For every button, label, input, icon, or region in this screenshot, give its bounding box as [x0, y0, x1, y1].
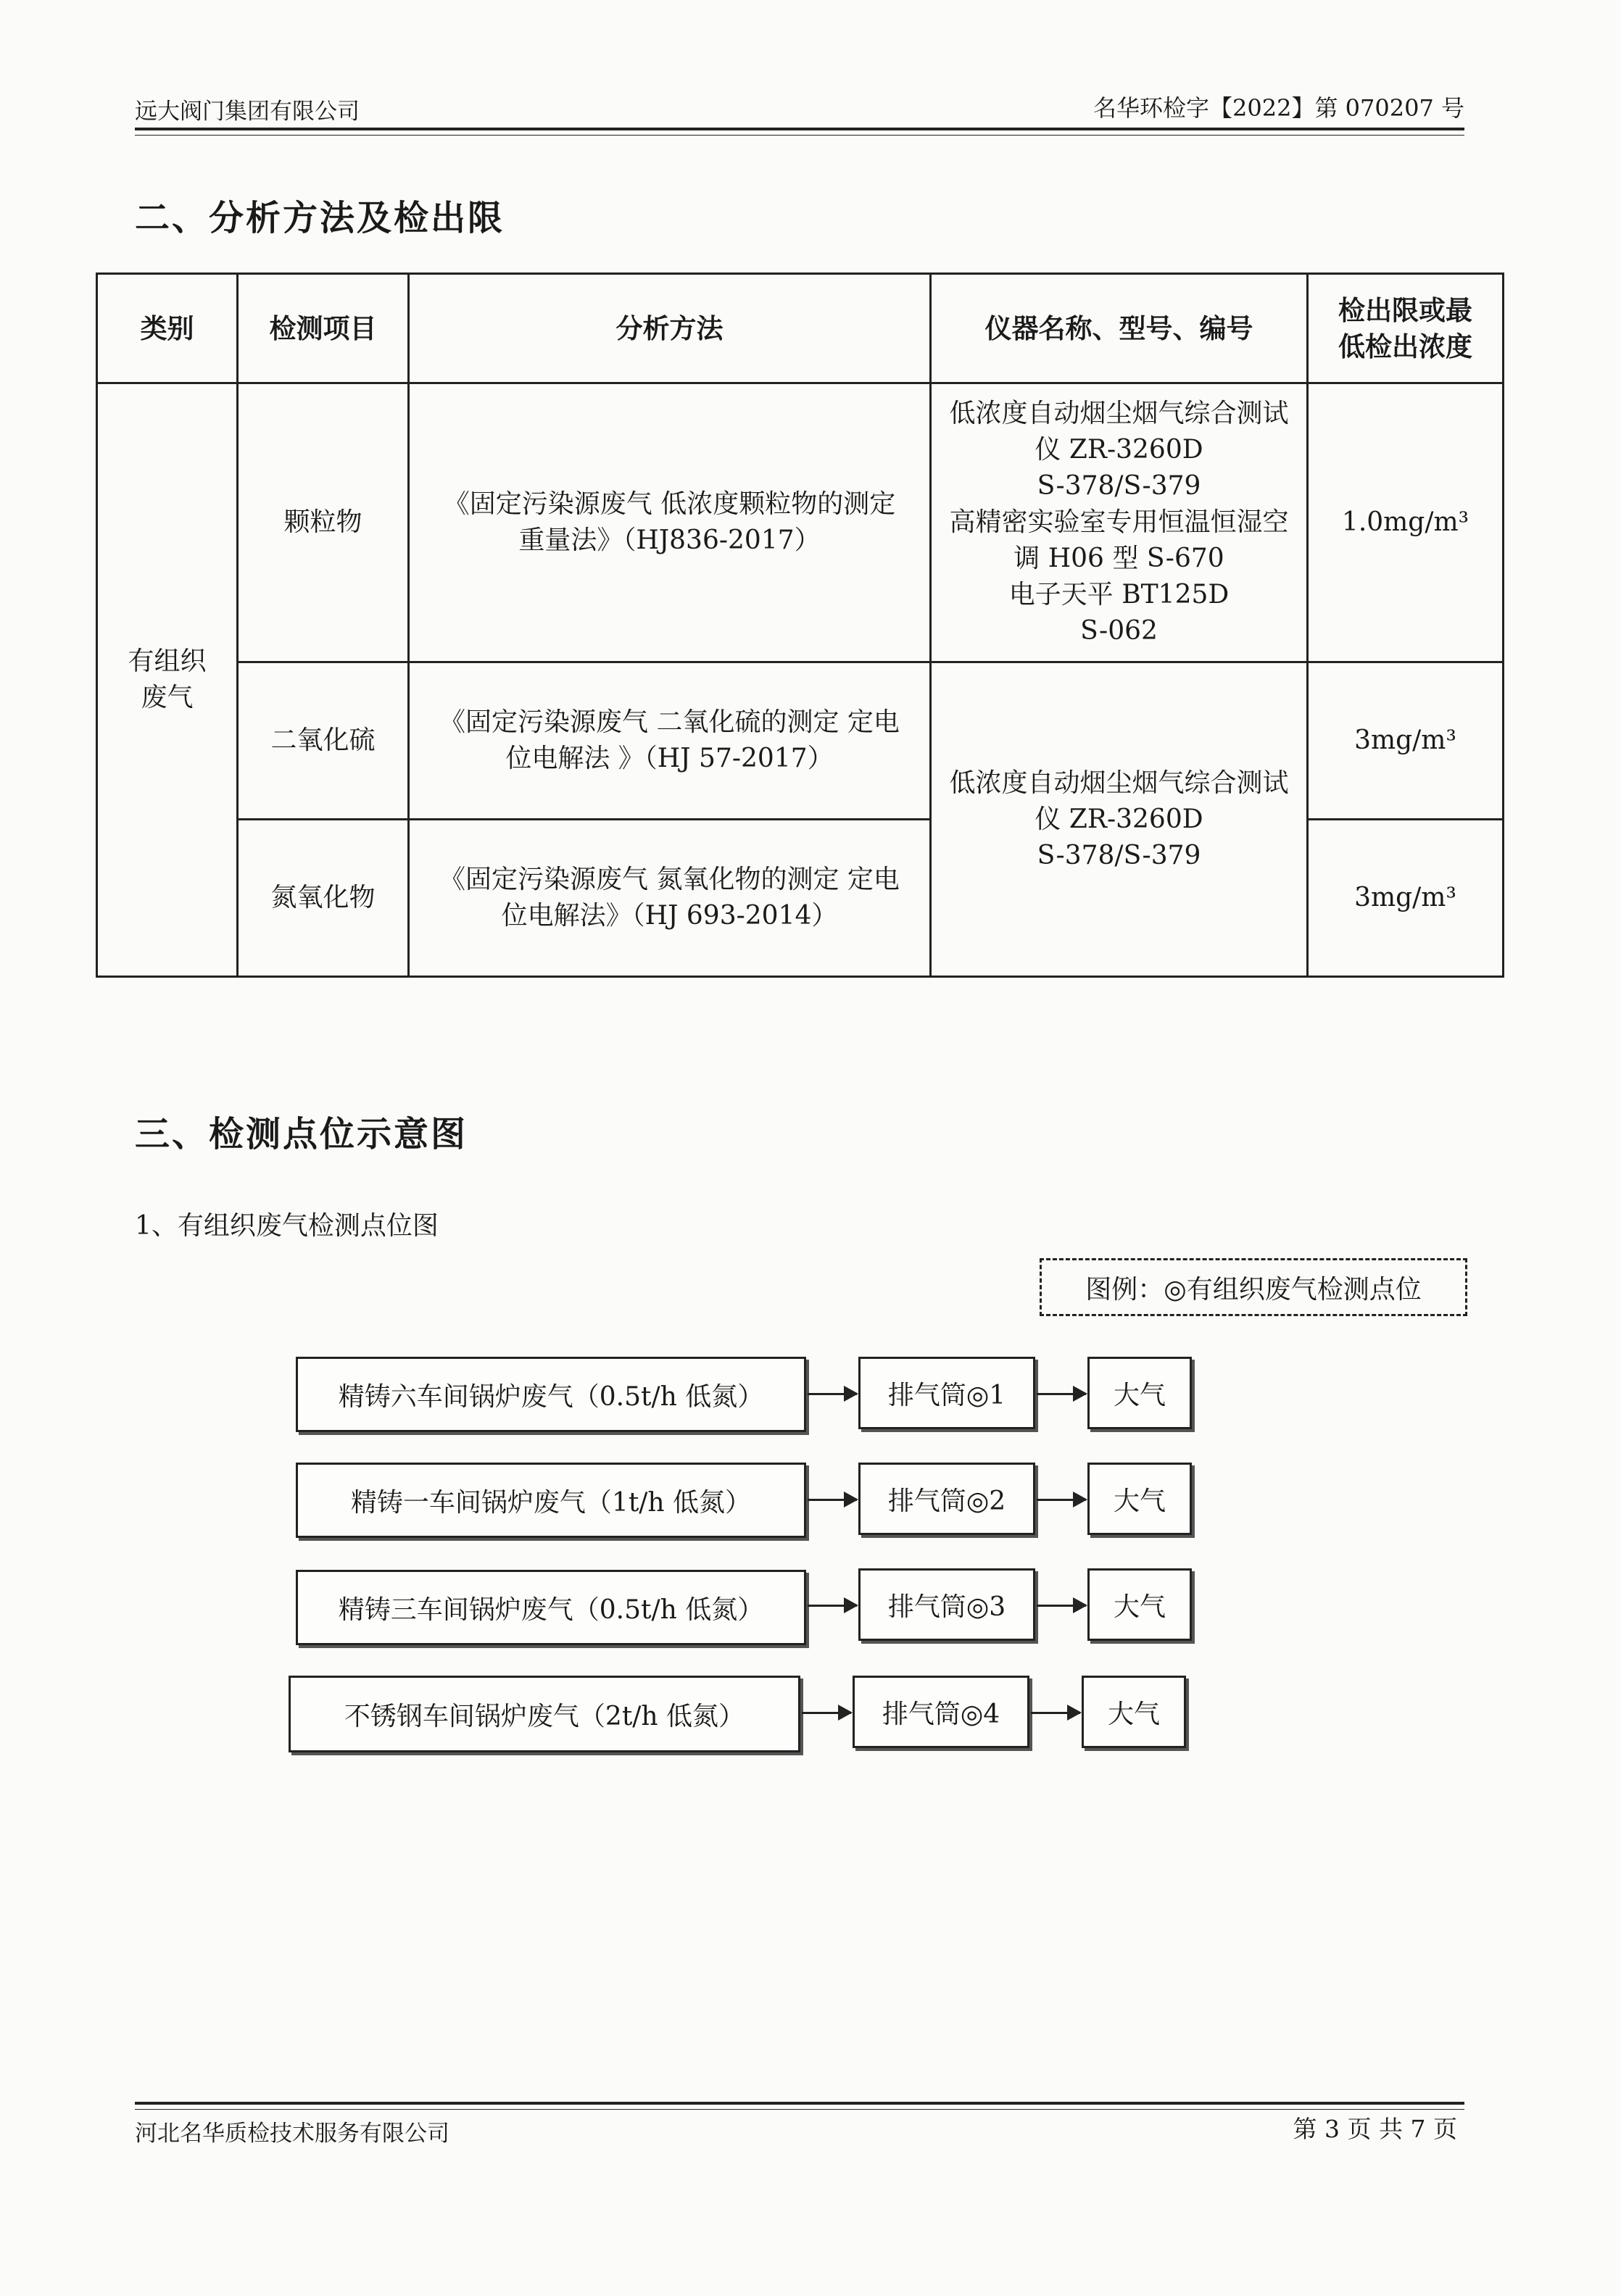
- section3-subtitle: 1、有组织废气检测点位图: [135, 1211, 439, 1241]
- footer-rule: [135, 2102, 1464, 2105]
- methods-table: [96, 273, 1504, 978]
- flow-arrow: [1031, 1712, 1080, 1714]
- limit-cell: 3mg/m³: [1308, 662, 1504, 820]
- flow-dest-box: [1087, 1463, 1192, 1535]
- footer-page-number: 第 3 页 共 7 页: [1293, 2115, 1457, 2143]
- flow-arrow: [1037, 1393, 1086, 1395]
- col-header-limit: 检出限或最低检出浓度: [1308, 274, 1504, 383]
- flow-arrow: [1037, 1499, 1086, 1501]
- category-cell: 有组织废气: [97, 383, 238, 977]
- flow-arrow: [808, 1499, 857, 1501]
- flow-dest-box: [1087, 1568, 1192, 1641]
- flow-source-label: 精铸六车间锅炉废气（0.5t/h 低氮）: [338, 1381, 764, 1412]
- limit-cell: 3mg/m³: [1308, 820, 1504, 977]
- table-row: [97, 662, 1504, 820]
- header-rule-thin: [135, 135, 1464, 136]
- instrument-cell: 低浓度自动烟尘烟气综合测试仪 ZR-3260D S-378/S-379: [931, 662, 1308, 977]
- instrument-cell: 低浓度自动烟尘烟气综合测试仪 ZR-3260D S-378/S-379 高精密实验室专用恒温恒湿空调 H06 型 S-670 电子天平 BT125D S-062: [931, 383, 1308, 662]
- flow-arrow: [808, 1393, 857, 1395]
- item-cell: 氮氧化物: [238, 820, 409, 977]
- flow-stack-label: 排气筒◎4: [882, 1699, 1000, 1729]
- limit-cell: 1.0mg/m³: [1308, 383, 1504, 662]
- header-company: 远大阀门集团有限公司: [135, 99, 360, 125]
- flow-dest-label: 大气: [1113, 1486, 1166, 1516]
- col-header-instrument: 仪器名称、型号、编号: [931, 274, 1308, 383]
- flow-source-box: [296, 1463, 806, 1538]
- method-cell: 《固定污染源废气 二氧化硫的测定 定电位电解法 》（HJ 57-2017）: [409, 662, 931, 820]
- flow-stack-label: 排气筒◎2: [887, 1486, 1006, 1516]
- flow-arrow: [808, 1605, 857, 1607]
- section2-title: 二、分析方法及检出限: [135, 198, 505, 238]
- flow-dest-box: [1082, 1676, 1186, 1748]
- section3-title: 三、检测点位示意图: [135, 1114, 468, 1155]
- method-cell: 《固定污染源废气 氮氧化物的测定 定电位电解法》（HJ 693-2014）: [409, 820, 931, 977]
- col-header-method: 分析方法: [409, 274, 931, 383]
- header-rule: [135, 128, 1464, 130]
- flow-source-label: 不锈钢车间锅炉废气（2t/h 低氮）: [344, 1701, 745, 1731]
- table-header-row: [97, 274, 1504, 383]
- flow-source-label: 精铸三车间锅炉废气（0.5t/h 低氮）: [338, 1594, 764, 1625]
- flow-source-box: [296, 1570, 806, 1645]
- flow-dest-box: [1087, 1357, 1192, 1429]
- flow-source-box: [296, 1357, 806, 1432]
- flow-stack-box: [858, 1357, 1035, 1429]
- item-cell: 颗粒物: [238, 383, 409, 662]
- flow-source-box: [289, 1676, 800, 1752]
- footer-organization: 河北名华质检技术服务有限公司: [135, 2121, 449, 2147]
- col-header-category: 类别: [97, 274, 238, 383]
- item-cell: 二氧化硫: [238, 662, 409, 820]
- footer-rule-thin: [135, 2109, 1464, 2110]
- flow-stack-box: [853, 1676, 1029, 1748]
- flow-stack-box: [858, 1568, 1035, 1641]
- flow-dest-label: 大气: [1113, 1380, 1166, 1410]
- flow-dest-label: 大气: [1113, 1592, 1166, 1622]
- flow-arrow: [802, 1712, 851, 1714]
- flow-dest-label: 大气: [1107, 1699, 1160, 1729]
- legend-box: [1040, 1258, 1467, 1316]
- flow-source-label: 精铸一车间锅炉废气（1t/h 低氮）: [350, 1487, 752, 1518]
- flow-arrow: [1037, 1605, 1086, 1607]
- header-report-number: 名华环检字【2022】第 070207 号: [1093, 94, 1464, 122]
- flow-stack-box: [858, 1463, 1035, 1535]
- col-header-item: 检测项目: [238, 274, 409, 383]
- legend-text: 图例：◎有组织废气检测点位: [1085, 1274, 1422, 1305]
- method-cell: 《固定污染源废气 低浓度颗粒物的测定 重量法》（HJ836-2017）: [409, 383, 931, 662]
- flow-stack-label: 排气筒◎1: [887, 1380, 1006, 1410]
- table-row: [97, 383, 1504, 662]
- flow-stack-label: 排气筒◎3: [887, 1592, 1006, 1622]
